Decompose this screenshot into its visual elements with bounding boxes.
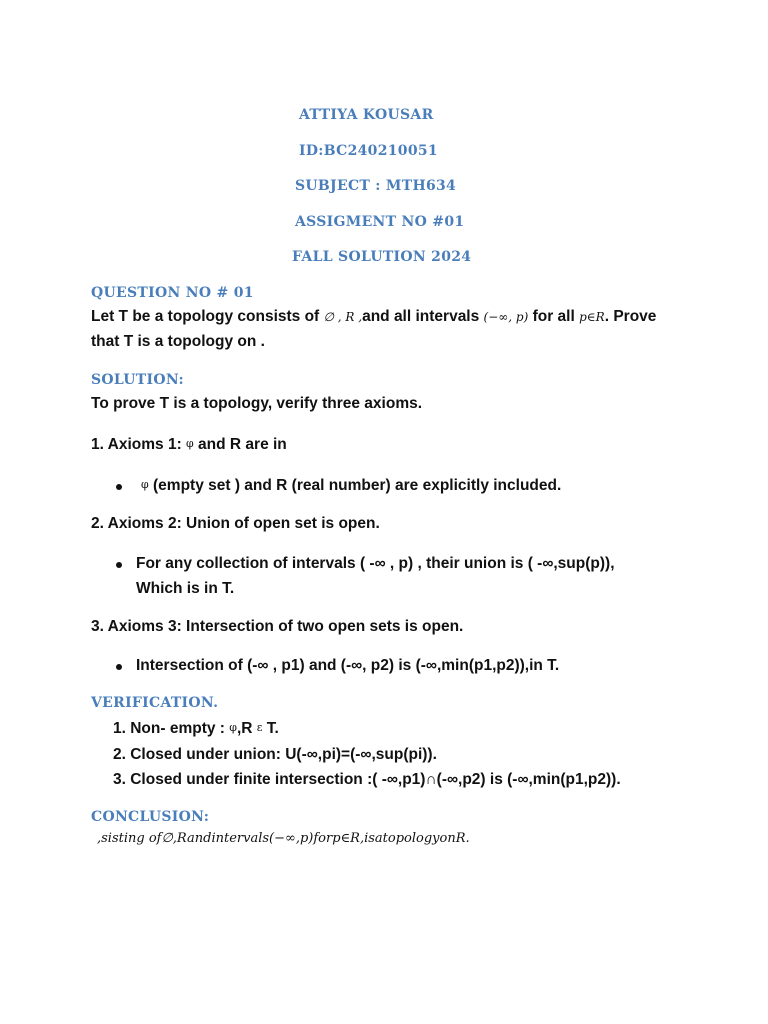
question-math-interval: (−∞, p) <box>483 310 529 324</box>
question-text-c: for all <box>528 308 580 325</box>
conclusion-text: ,sisting of∅,Randintervals(−∞,p)forp∈R,isatopologyonR. <box>97 831 470 846</box>
axiom-2-bullet-line-1: For any collection of intervals ( -∞ , p) , their union is ( -∞,sup(p)), <box>136 555 615 572</box>
question-heading: QUESTION NO # 01 <box>91 285 254 301</box>
question-text-d: . Prove <box>604 308 657 325</box>
solution-heading: SOLUTION: <box>91 372 184 388</box>
verification-item-2: 2. Closed under union: U(-∞,pi)=(-∞,sup(pi)). <box>113 746 437 763</box>
axiom-2: 2. Axioms 2: Union of open set is open. <box>91 515 380 532</box>
axiom-3-bullet: Intersection of (-∞ , p1) and (-∞, p2) is (-∞,min(p1,p2)),in T. <box>136 657 560 674</box>
verification-item-1-t: T. <box>262 720 279 737</box>
axiom-1-bullet <box>141 477 561 495</box>
axiom-1-bullet-text: (empty set ) and R (real number) are explicitly included. <box>148 477 562 494</box>
question-math-sets: ∅ , R , <box>323 310 363 324</box>
phi-symbol: φ <box>229 721 237 734</box>
question-math-p-in-r: p∈R <box>579 310 605 324</box>
verification-item-3: 3. Closed under finite intersection :( -∞,p1)∩(-∞,p2) is (-∞,min(p1,p2)). <box>113 771 621 788</box>
solution-intro: To prove T is a topology, verify three axioms. <box>91 395 423 412</box>
question-line-1 <box>91 308 656 326</box>
question-line-2: that T is a topology on . <box>91 333 265 350</box>
verification-item-1-label: 1. Non- empty : <box>113 720 230 737</box>
axiom-1-label: 1. Axioms 1: <box>91 436 187 453</box>
fall-solution-line: FALL SOLUTION 2024 <box>292 249 472 265</box>
author-name: ATTIYA KOUSAR <box>299 107 434 123</box>
axiom-1-text: and R are in <box>193 436 287 453</box>
axiom-3: 3. Axioms 3: Intersection of two open sets is open. <box>91 618 464 635</box>
bullet-dot <box>116 664 122 670</box>
subject-line: SUBJECT : MTH634 <box>295 178 457 194</box>
conclusion-heading: CONCLUSION: <box>91 809 210 825</box>
question-text-a: Let T be a topology consists of <box>91 308 324 325</box>
bullet-dot <box>116 484 122 490</box>
phi-symbol: φ <box>141 478 149 491</box>
question-text-b: and all intervals <box>362 308 484 325</box>
verification-item-1 <box>113 720 279 738</box>
verification-item-1-r: ,R <box>236 720 257 737</box>
student-id: ID:BC240210051 <box>299 143 438 159</box>
assignment-line: ASSIGMENT NO #01 <box>295 214 465 230</box>
axiom-2-bullet-line-2: Which is in T. <box>136 580 235 597</box>
bullet-dot <box>116 562 122 568</box>
phi-symbol: φ <box>186 437 194 450</box>
epsilon-symbol: ε <box>256 721 263 734</box>
verification-heading: VERIFICATION. <box>91 695 219 711</box>
axiom-1 <box>91 436 287 454</box>
